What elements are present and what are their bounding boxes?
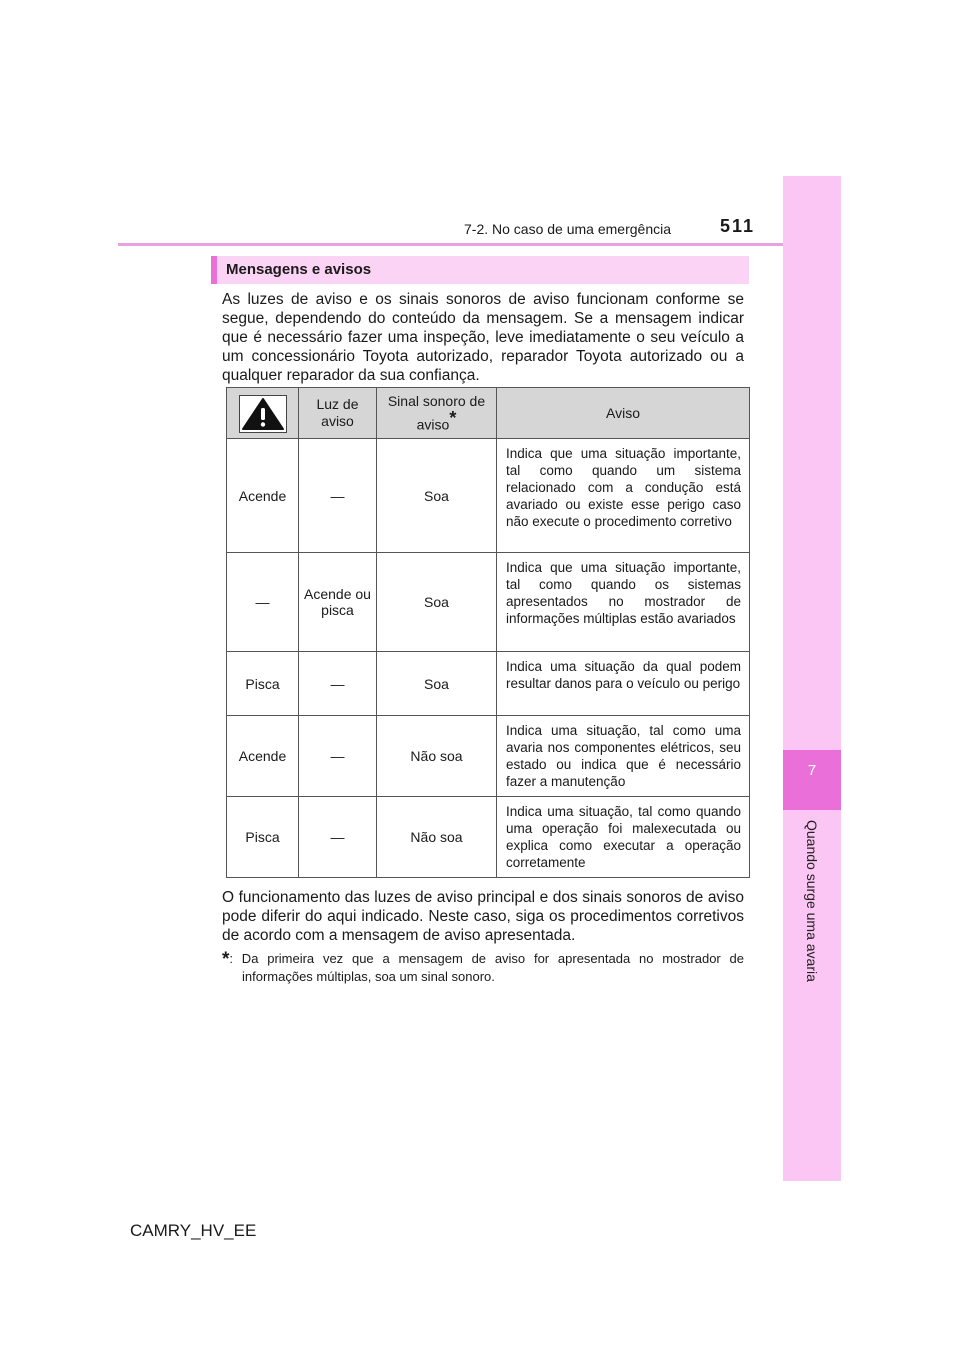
- row-master: Pisca: [227, 797, 299, 878]
- row-buzzer: Soa: [377, 439, 497, 553]
- footnote-mark: *: [222, 949, 230, 970]
- row-light: —: [299, 716, 377, 797]
- light-header: Luz de aviso: [299, 388, 377, 439]
- row-light: —: [299, 797, 377, 878]
- buzzer-footnote-mark: *: [449, 407, 457, 428]
- row-warning: Indica uma situação, tal como uma avaria nos componentes elétricos, seu estado ou indica que é necessário fazer a manutenção: [497, 716, 750, 797]
- buzzer-header: [377, 388, 497, 439]
- section-title: Mensagens e avisos: [226, 261, 372, 278]
- row-light: —: [299, 652, 377, 716]
- row-master: Acende: [227, 439, 299, 553]
- table-header-row: [227, 388, 750, 439]
- chapter-number: 7: [807, 762, 817, 779]
- table-row: [227, 439, 750, 553]
- row-warning: Indica uma situação, tal como quando uma operação foi malexecutada ou explica como executar a operação corretamente: [497, 797, 750, 878]
- row-light: Acende ou pisca: [299, 553, 377, 652]
- row-warning: Indica que uma situação importante, tal como quando os sistemas apresentados no mostrador de informações múltiplas estão avariados: [497, 553, 750, 652]
- table-row: [227, 716, 750, 797]
- row-buzzer: Não soa: [377, 797, 497, 878]
- warning-header: Aviso: [497, 388, 750, 439]
- page-number: 511: [720, 216, 756, 236]
- chapter-number-box: [783, 750, 841, 810]
- row-buzzer: Não soa: [377, 716, 497, 797]
- closing-paragraph: O funcionamento das luzes de aviso principal e dos sinais sonoros de aviso pode diferir do aqui indicado. Neste caso, siga os procedimentos corretivos de acordo com a mensagem de aviso apresentada.: [222, 889, 744, 944]
- row-master: —: [227, 553, 299, 652]
- header-rule: [118, 243, 840, 246]
- row-buzzer: Soa: [377, 553, 497, 652]
- row-master: Pisca: [227, 652, 299, 716]
- intro-paragraph: As luzes de aviso e os sinais sonoros de aviso funcionam conforme se segue, dependendo do conteúdo da mensagem. Se a mensagem indicar que é necessário fazer uma inspeção, leve imediatamente o seu veículo a um concessionário Toyota autorizado, reparador Toyota autorizado ou a qualquer reparador da sua confiança.: [222, 291, 744, 384]
- section-title-accent: [211, 256, 217, 284]
- chapter-side-tab: [783, 176, 841, 1181]
- row-master: Acende: [227, 716, 299, 797]
- document-id: CAMRY_HV_EE: [130, 1221, 257, 1240]
- footnote-text: : Da primeira vez que a mensagem de aviso for apresentada no mostrador de informações múltiplas, soa um sinal sonoro.: [229, 951, 744, 984]
- table-row: [227, 797, 750, 878]
- table-row: [227, 553, 750, 652]
- warning-table: [226, 387, 750, 878]
- row-light: —: [299, 439, 377, 553]
- warning-triangle-icon: [239, 395, 287, 433]
- footnote: [222, 950, 744, 985]
- header-section: 7-2. No caso de uma emergência: [464, 221, 671, 237]
- chapter-title-vertical: [783, 820, 841, 1000]
- buzzer-header-label: Sinal sonoro de aviso: [387, 392, 486, 433]
- row-buzzer: Soa: [377, 652, 497, 716]
- footnote-body: [222, 950, 744, 985]
- row-warning: Indica uma situação da qual podem resultar danos para o veículo ou perigo: [497, 652, 750, 716]
- master-warning-header: [227, 388, 299, 439]
- table-row: [227, 652, 750, 716]
- chapter-title: Quando surge uma avaria: [804, 820, 820, 982]
- row-warning: Indica que uma situação importante, tal como quando um sistema relacionado com a condução está avariado ou existe esse perigo caso não execute o procedimento corretivo: [497, 439, 750, 553]
